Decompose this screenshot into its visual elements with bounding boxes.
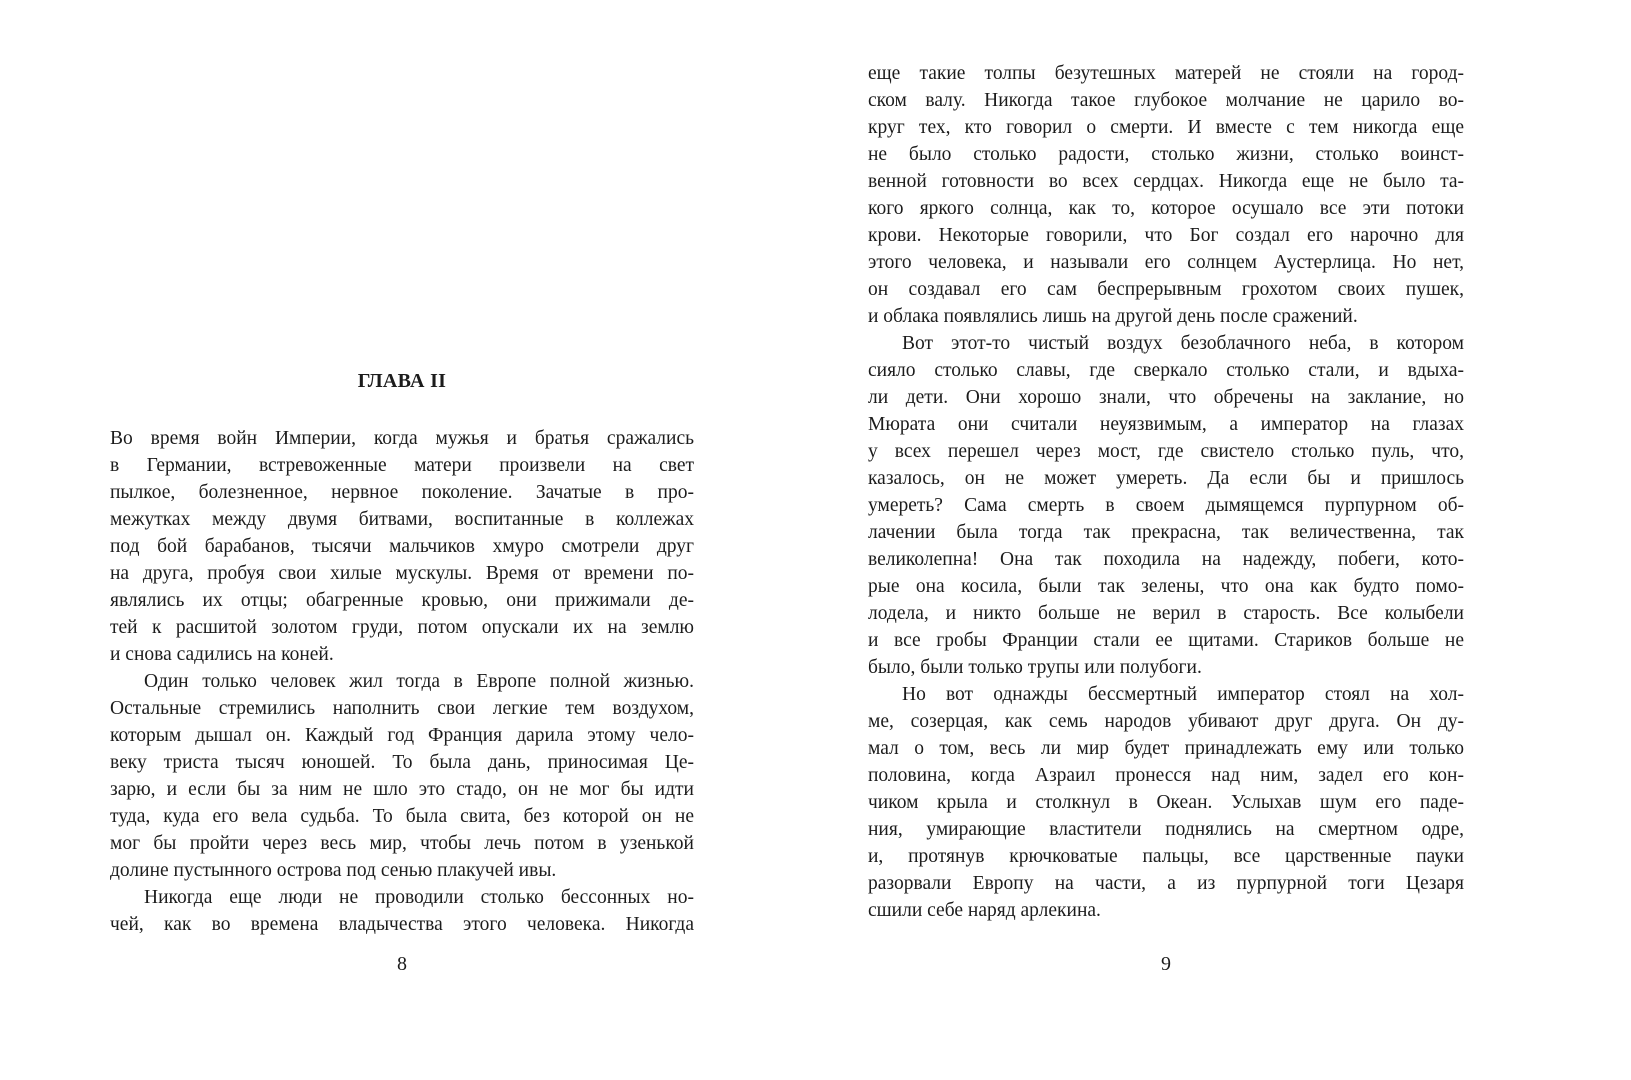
- text-line: и облака появлялись лишь на другой день после сражений.: [868, 306, 1358, 327]
- text-line: под бой барабанов, тысячи мальчиков хмуро смотрели друг: [110, 536, 694, 557]
- text-line: на друга, пробуя свои хилые мускулы. Время от времени по-: [110, 563, 694, 584]
- text-line: сияло столько славы, где сверкало столько стали, и вдыха-: [868, 360, 1464, 381]
- page-right: [868, 60, 1464, 924]
- text-line: Во время войн Империи, когда мужья и братья сражались: [110, 428, 694, 449]
- text-line: веку триста тысяч юношей. То была дань, приносимая Це-: [110, 752, 694, 773]
- text-line: половина, когда Азраил пронесся над ним, задел его кон-: [868, 765, 1464, 786]
- text-line: еще такие толпы безутешных матерей не стояли на город-: [868, 63, 1464, 84]
- text-line: ния, умирающие властители поднялись на смертном одре,: [868, 819, 1464, 840]
- text-line: пылкое, болезненное, нервное поколение. Зачатые в про-: [110, 482, 694, 503]
- text-line: ском валу. Никогда такое глубокое молчание не царило во-: [868, 90, 1464, 111]
- text-line: Вот этот-то чистый воздух безоблачного неба, в котором: [902, 333, 1464, 354]
- text-line: мал о том, весь ли мир будет принадлежать ему или только: [868, 738, 1464, 759]
- text-line: было, были только трупы или полубоги.: [868, 657, 1202, 678]
- left-page-number: 8: [397, 953, 407, 975]
- text-line: зарю, и если бы за ним не шло это стадо, он не мог бы идти: [110, 779, 694, 800]
- text-line: Остальные стремились наполнить свои легкие тем воздухом,: [110, 698, 694, 719]
- chapter-heading: ГЛАВА II: [357, 370, 447, 392]
- text-line: казалось, он не может умереть. Да если бы и пришлось: [868, 468, 1464, 489]
- page-left: [110, 368, 694, 938]
- text-line: и все гробы Франции стали ее щитами. Стариков больше не: [868, 630, 1464, 651]
- text-line: ме, созерцая, как семь народов убивают друг друга. Он ду-: [868, 711, 1464, 732]
- text-line: туда, куда его вела судьба. То была свита, без которой он не: [110, 806, 694, 827]
- text-line: крови. Некоторые говорили, что Бог создал его нарочно для: [868, 225, 1464, 246]
- text-line: круг тех, кто говорил о смерти. И вместе с тем никогда еще: [868, 117, 1464, 138]
- text-line: не было столько радости, столько жизни, столько воинст-: [868, 144, 1464, 165]
- text-line: лачении была тогда так прекрасна, так величественна, так: [868, 522, 1464, 543]
- text-line: разорвали Европу на части, а из пурпурной тоги Цезаря: [868, 873, 1464, 894]
- text-line: этого человека, и называли его солнцем Аустерлица. Но нет,: [868, 252, 1464, 273]
- text-line: сшили себе наряд арлекина.: [868, 900, 1101, 921]
- text-line: в Германии, встревоженные матери произвели на свет: [110, 455, 694, 476]
- text-line: чиком крыла и столкнул в Океан. Услыхав шум его паде-: [868, 792, 1464, 813]
- text-line: великолепна! Она так походила на надежду, побеги, кото-: [868, 549, 1464, 570]
- left-page-text: [110, 425, 694, 938]
- text-line: Никогда еще люди не проводили столько бессонных но-: [144, 887, 694, 908]
- text-line: которым дышал он. Каждый год Франция дарила этому чело-: [110, 725, 694, 746]
- text-line: Один только человек жил тогда в Европе полной жизнью.: [144, 671, 694, 692]
- text-line: венной готовности во всех сердцах. Никогда еще не было та-: [868, 171, 1464, 192]
- text-line: чей, как во времена владычества этого человека. Никогда: [110, 914, 694, 935]
- text-line: он создавал его сам беспрерывным грохотом своих пушек,: [868, 279, 1464, 300]
- text-line: долине пустынного острова под сенью плакучей ивы.: [110, 860, 557, 881]
- text-line: тей к расшитой золотом груди, потом опускали их на землю: [110, 617, 694, 638]
- text-line: и, протянув крючковатые пальцы, все царственные пауки: [868, 846, 1464, 867]
- text-line: лодела, и никто больше не верил в старость. Все колыбели: [868, 603, 1464, 624]
- text-line: Но вот однажды бессмертный император стоял на хол-: [902, 684, 1464, 705]
- text-line: межутках между двумя битвами, воспитанные в коллежах: [110, 509, 694, 530]
- text-line: Мюрата они считали неуязвимым, а император на глазах: [868, 414, 1464, 435]
- text-line: мог бы пройти через весь мир, чтобы лечь потом в узенькой: [110, 833, 694, 854]
- right-page-number: 9: [1161, 953, 1171, 975]
- text-line: у всех перешел через мост, где свистело столько пуль, что,: [868, 441, 1464, 462]
- text-line: и снова садились на коней.: [110, 644, 334, 665]
- text-line: ли дети. Они хорошо знали, что обречены на заклание, но: [868, 387, 1464, 408]
- text-line: являлись их отцы; обагренные кровью, они прижимали де-: [110, 590, 694, 611]
- right-page-text: [868, 60, 1464, 924]
- text-line: рые она косила, были так зелены, что она как будто помо-: [868, 576, 1464, 597]
- text-line: умереть? Сама смерть в своем дымящемся пурпурном об-: [868, 495, 1464, 516]
- text-line: кого яркого солнца, как то, которое осушало все эти потоки: [868, 198, 1464, 219]
